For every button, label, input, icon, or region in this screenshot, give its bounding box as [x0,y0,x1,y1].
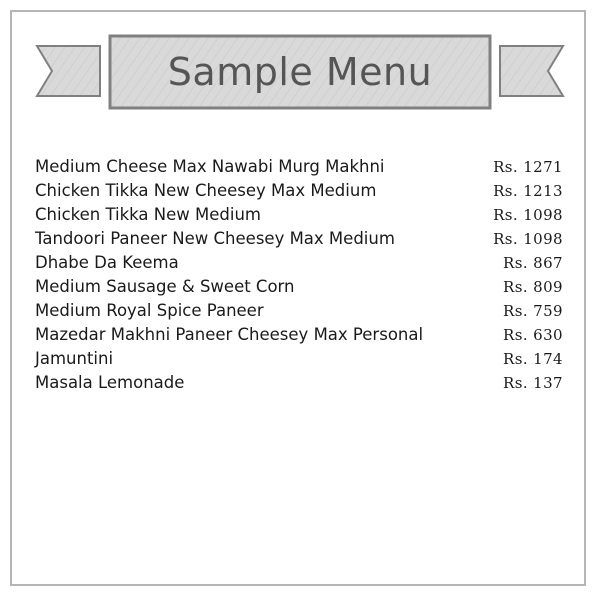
menu-item-price: Rs. 1271 [493,158,563,176]
ribbon-right-tail [500,46,563,96]
menu-item-price: Rs. 1213 [493,182,563,200]
menu-list [35,155,565,395]
menu-item-name: Medium Cheese Max Nawabi Murg Makhni [35,157,385,176]
menu-item [35,203,565,227]
menu-item-name: Medium Royal Spice Paneer [35,301,264,320]
menu-item-name: Masala Lemonade [35,373,185,392]
menu-item [35,227,565,251]
menu-item-price: Rs. 630 [503,326,563,344]
menu-item-name: Chicken Tikka New Cheesey Max Medium [35,181,377,200]
ribbon-left-tail [37,46,100,96]
menu-item-name: Dhabe Da Keema [35,253,179,272]
menu-item [35,251,565,275]
menu-item [35,275,565,299]
menu-item-name: Chicken Tikka New Medium [35,205,261,224]
menu-item [35,371,565,395]
menu-item-price: Rs. 137 [503,374,563,392]
menu-item-price: Rs. 809 [503,278,563,296]
menu-item [35,179,565,203]
menu-item [35,299,565,323]
menu-item [35,155,565,179]
menu-item-price: Rs. 1098 [493,206,563,224]
menu-item-price: Rs. 759 [503,302,563,320]
menu-item-price: Rs. 867 [503,254,563,272]
menu-item-name: Tandoori Paneer New Cheesey Max Medium [35,229,395,248]
menu-item-name: Medium Sausage & Sweet Corn [35,277,295,296]
menu-item-price: Rs. 174 [503,350,563,368]
menu-item-name: Mazedar Makhni Paneer Cheesey Max Personal [35,325,424,344]
menu-item-name: Jamuntini [35,349,114,368]
menu-item-price: Rs. 1098 [493,230,563,248]
menu-title: Sample Menu [167,50,433,94]
menu-item [35,323,565,347]
menu-item [35,347,565,371]
